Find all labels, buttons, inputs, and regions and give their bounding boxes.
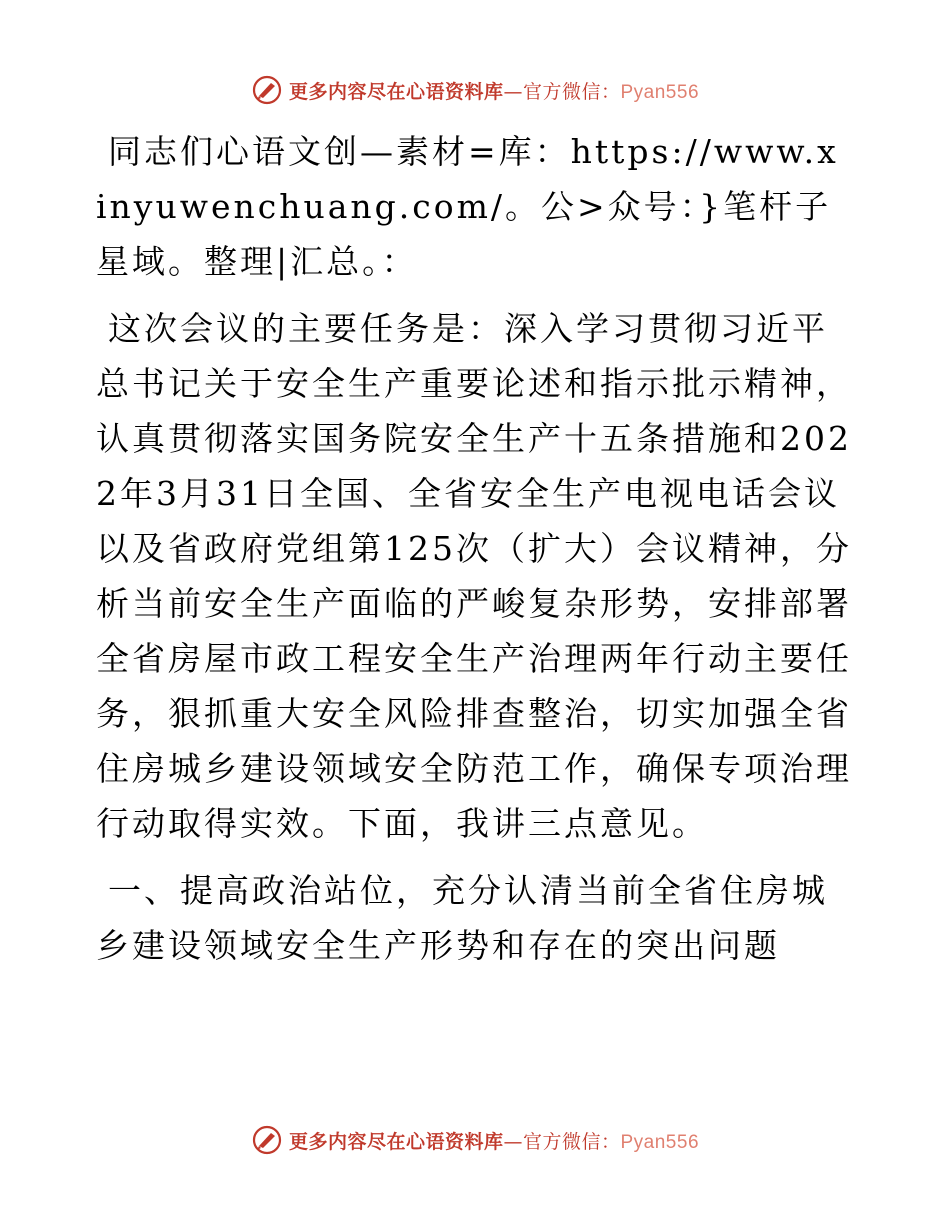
intro-paragraph: 同志们心语文创—素材=库：https://www.xinyuwenchuang.com/。公>众号：}笔杆子星域。整理|汇总。： [96, 132, 839, 281]
document-body [96, 124, 852, 985]
body-paragraph: 这次会议的主要任务是：深入学习贯彻习近平总书记关于安全生产重要论述和指示批示精神，认真贯彻落实国务院安全生产十五条措施和2022年3月31日全国、全省安全生产电视电话会议以及省政府党组第125次（扩大）会议精神，分析当前安全生产面临的严峻复杂形势，安排部署全省房屋市政工程安全生产治理两年行动主要任务，狠抓重大安全风险排查整治，切实加强全省住房城乡建设领域安全防范工作，确保专项治理行动取得实效。下面，我讲三点意见。 [96, 309, 852, 843]
quill-logo-icon [251, 1124, 283, 1156]
header-watermark [0, 70, 950, 110]
watermark-text: 更多内容尽在心语资料库—官方微信：Pyan556 [288, 1130, 700, 1153]
watermark-text: 更多内容尽在心语资料库—官方微信：Pyan556 [288, 80, 700, 103]
section-heading: 一、提高政治站位，充分认清当前全省住房城乡建设领域安全生产形势和存在的突出问题 [96, 871, 828, 965]
footer-watermark [0, 1120, 950, 1160]
quill-logo-icon [251, 74, 283, 106]
